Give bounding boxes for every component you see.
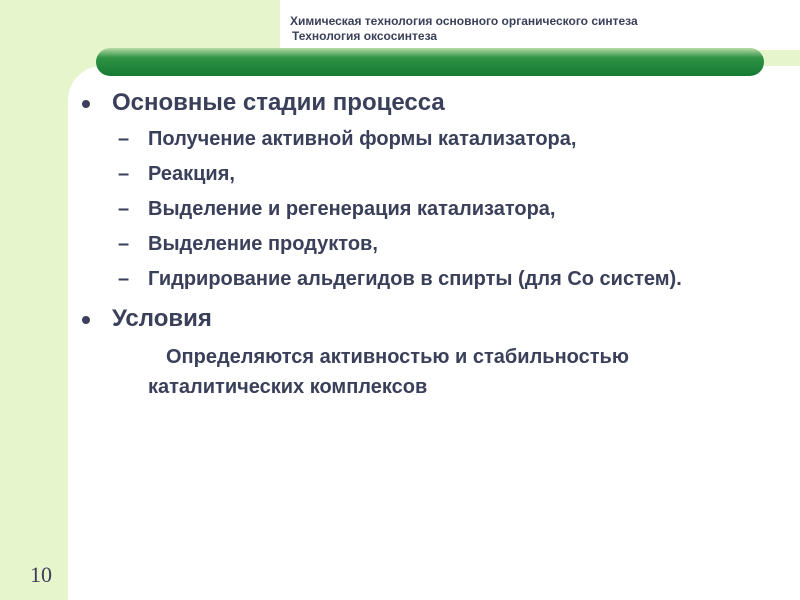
bullet-label: Основные стадии процесса (112, 89, 445, 116)
header-subject: Химическая технология основного органического синтеза (290, 14, 638, 28)
list-item (78, 196, 708, 222)
list-item (78, 126, 708, 152)
dash-marker: – (118, 233, 130, 255)
conditions-description (78, 342, 768, 402)
bullet-dot-icon (82, 316, 90, 324)
list-item (78, 266, 708, 292)
list-item-text: Гидрирование альдегидов в спирты (для Со систем). (148, 268, 682, 290)
list-item (78, 231, 708, 257)
decorative-green-bar (96, 48, 764, 76)
header-topic: Технология оксосинтеза (292, 29, 438, 43)
list-item (78, 161, 708, 187)
list-item-text: Выделение продуктов, (148, 233, 378, 255)
stages-list (78, 126, 778, 292)
conditions-text: Определяются активностью и стабильностью каталитических комплексов (148, 346, 629, 398)
list-item-text: Выделение и регенерация катализатора, (148, 198, 556, 220)
bullet-main-stages (78, 88, 778, 118)
dash-marker: – (118, 128, 130, 150)
dash-marker: – (118, 268, 130, 290)
page-number: 10 (30, 562, 52, 587)
list-item-text: Реакция, (148, 163, 235, 185)
slide-body (78, 88, 778, 402)
dash-marker: – (118, 198, 130, 220)
bullet-dot-icon (82, 100, 90, 108)
list-item-text: Получение активной формы катализатора, (148, 128, 577, 150)
bullet-conditions (78, 304, 778, 334)
dash-marker: – (118, 163, 130, 185)
bullet-label: Условия (112, 305, 212, 332)
